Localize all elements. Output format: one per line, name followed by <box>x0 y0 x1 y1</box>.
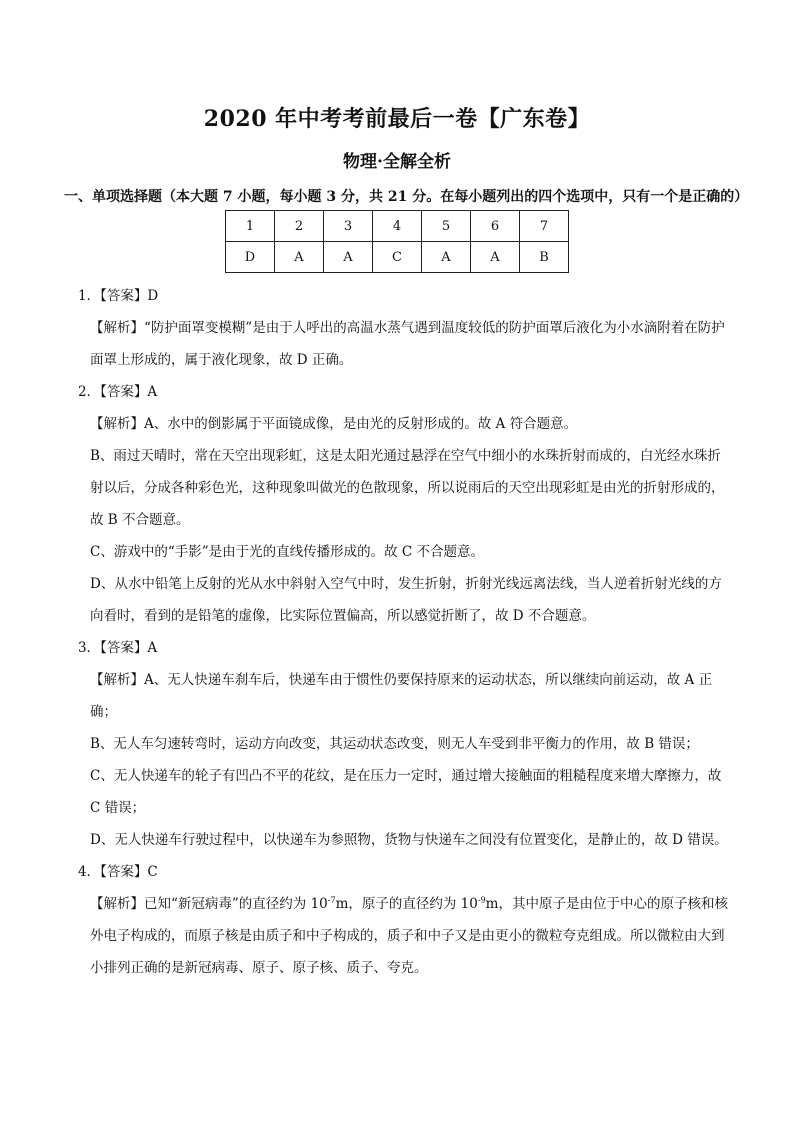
question-1 <box>64 280 732 376</box>
question-4 <box>64 856 732 984</box>
exponent: -9 <box>477 895 486 905</box>
table-cell: C <box>373 242 422 273</box>
table-cell: A <box>275 242 324 273</box>
question-answer: 4．【答案】C <box>78 864 158 880</box>
question-2 <box>64 376 732 632</box>
explanation-paragraph: C、无人快递车的轮子有凹凸不平的花纹，是在压力一定时，通过增大接触面的粗糙程度来增大摩擦力，故 C 错误； <box>90 768 722 816</box>
table-cell: A <box>471 242 520 273</box>
section-heading: 一、单项选择题（本大题 7 小题，每小题 3 分，共 21 分。在每小题列出的四个选项中，只有一个是正确的） <box>64 189 749 205</box>
question-3 <box>64 632 732 856</box>
question-explanation <box>64 312 732 376</box>
answer-table-number-row <box>226 211 569 242</box>
table-cell: D <box>226 242 275 273</box>
question-answer: 3．【答案】A <box>78 640 158 656</box>
table-cell: A <box>422 242 471 273</box>
answer-table <box>225 210 569 273</box>
table-cell: 3 <box>324 211 373 242</box>
page-subtitle: 物理·全解全析 <box>343 152 451 172</box>
table-cell: B <box>520 242 569 273</box>
table-cell: 7 <box>520 211 569 242</box>
explanation-paragraph <box>90 888 732 984</box>
explanation-paragraph: 【解析】“防护面罩变模糊”是由于人呼出的高温水蒸气遇到温度较低的防护面罩后液化为小水滴附着在防护面罩上形成的，属于液化现象，故 D 正确。 <box>90 320 725 368</box>
explanation-paragraph: 【解析】A、水中的倒影属于平面镜成像，是由光的反射形成的。故 A 符合题意。 <box>90 416 578 432</box>
table-cell: 2 <box>275 211 324 242</box>
explanation-paragraph: 【解析】A、无人快递车刹车后，快递车由于惯性仍要保持原来的运动状态，所以继续向前运动，故 A 正确； <box>90 672 713 720</box>
exponent: -7 <box>327 895 336 905</box>
explanation-paragraph: D、无人快递车行驶过程中，以快递车为参照物，货物与快递车之间没有位置变化，是静止的，故 D 错误。 <box>90 832 728 848</box>
question-explanation <box>64 888 732 984</box>
table-cell: 1 <box>226 211 275 242</box>
explanation-paragraph: B、无人车匀速转弯时，运动方向改变，其运动状态改变，则无人车受到非平衡力的作用，故 B 错误； <box>90 736 699 752</box>
explanation-text: m，原子的直径约为 10 <box>335 896 478 912</box>
explanation-paragraph: D、从水中铅笔上反射的光从水中斜射入空气中时，发生折射，折射光线远离法线，当人逆着折射光线的方向看时，看到的是铅笔的虚像，比实际位置偏高，所以感觉折断了，故 D 不合题意。 <box>90 576 722 624</box>
explanation-paragraph: B、雨过天晴时，常在天空出现彩虹，这是太阳光通过悬浮在空气中细小的水珠折射而成的，白光经水珠折射以后，分成各种彩色光，这种现象叫做光的色散现象，所以说雨后的天空出现彩虹是由光的折射形成的，故 B 不合题意。 <box>90 448 725 528</box>
table-cell: 6 <box>471 211 520 242</box>
question-answer: 2．【答案】A <box>78 384 158 400</box>
table-cell: 5 <box>422 211 471 242</box>
table-cell: A <box>324 242 373 273</box>
question-explanation <box>64 664 732 856</box>
question-explanation <box>64 408 732 632</box>
page-title: 2020 年中考考前最后一卷【广东卷】 <box>203 106 591 132</box>
question-answer: 1．【答案】D <box>78 288 159 304</box>
answer-table-answer-row <box>226 242 569 273</box>
explanation-text: m，其中原子是由位于中心的原子核和核外电子构成的，而原子核是由质子和中子构成的，质子和中子又是由更小的微粒夸克组成。所以微粒由大到小排列正确的是新冠病毒、原子、原子核、质子、夸克。 <box>90 896 728 976</box>
explanation-text: 【解析】已知“新冠病毒”的直径约为 10 <box>90 896 328 912</box>
table-cell: 4 <box>373 211 422 242</box>
answer-explanations <box>64 280 732 984</box>
explanation-paragraph: C、游戏中的“手影”是由于光的直线传播形成的。故 C 不合题意。 <box>90 544 485 560</box>
